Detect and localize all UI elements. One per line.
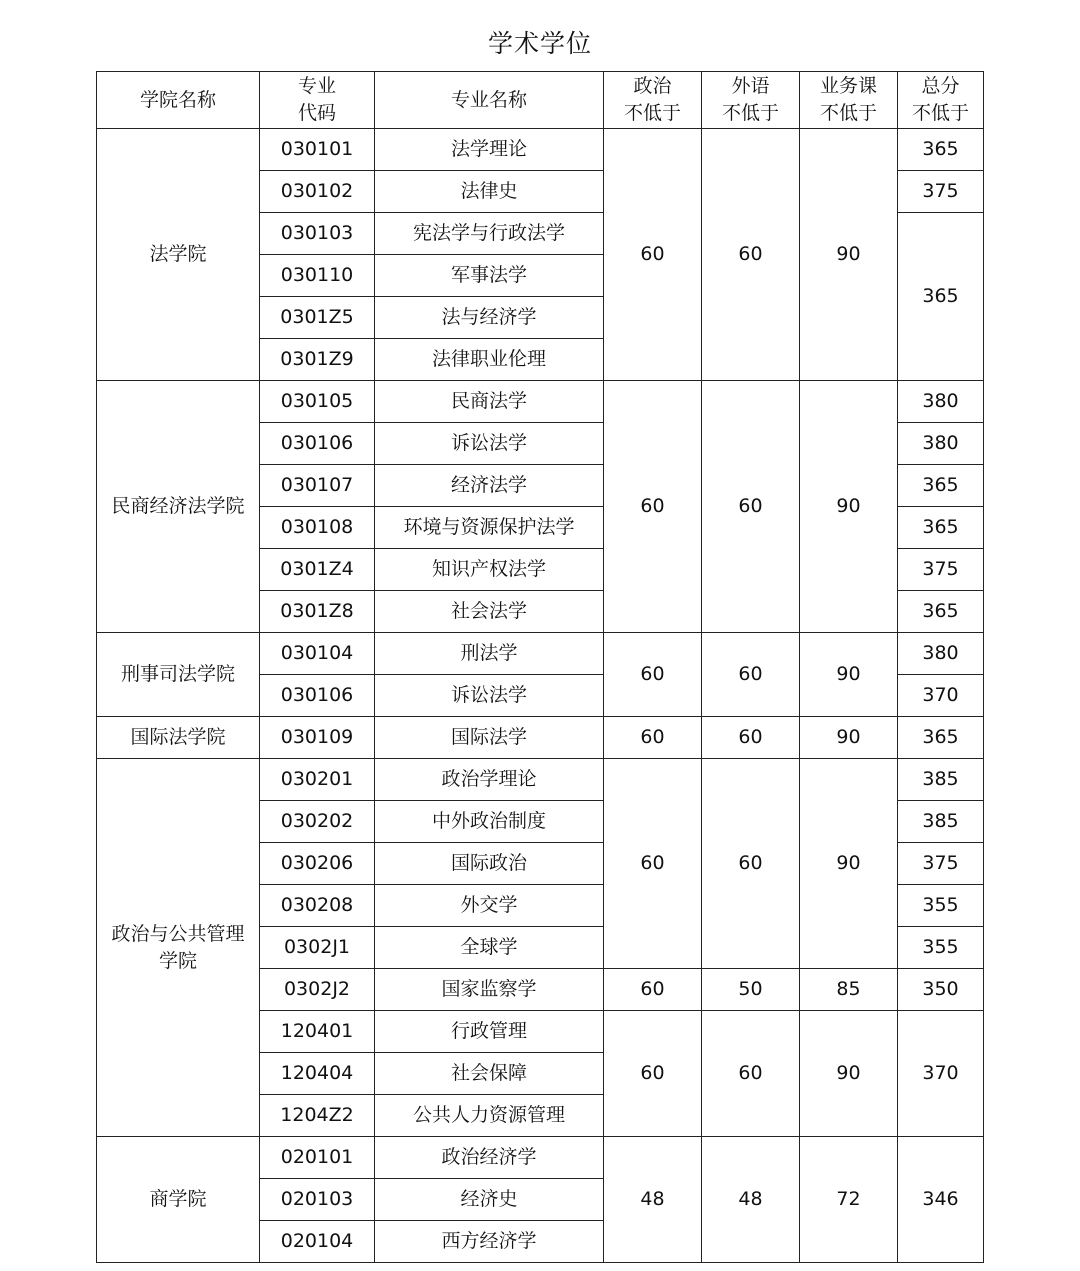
major-cell: 经济史: [375, 1179, 604, 1221]
politics-cell: 60: [604, 969, 702, 1011]
total-cell: 365: [898, 717, 984, 759]
major-cell: 政治学理论: [375, 759, 604, 801]
code-cell: 030103: [260, 213, 375, 255]
major-cell: 国家监察学: [375, 969, 604, 1011]
header-total: 总分 不低于: [898, 72, 984, 129]
politics-cell: 60: [604, 717, 702, 759]
major-cell: 国际政治: [375, 843, 604, 885]
total-cell: 365: [898, 465, 984, 507]
college-cell: 商学院: [97, 1137, 260, 1263]
major-cell: 政治经济学: [375, 1137, 604, 1179]
total-cell: 380: [898, 423, 984, 465]
total-cell: 365: [898, 507, 984, 549]
business-cell: 90: [800, 381, 898, 633]
total-cell: 370: [898, 675, 984, 717]
politics-cell: 60: [604, 129, 702, 381]
foreign-cell: 60: [702, 1011, 800, 1137]
major-cell: 全球学: [375, 927, 604, 969]
code-cell: 030107: [260, 465, 375, 507]
code-cell: 0301Z9: [260, 339, 375, 381]
total-cell: 375: [898, 549, 984, 591]
code-cell: 030201: [260, 759, 375, 801]
business-cell: 90: [800, 759, 898, 969]
major-cell: 外交学: [375, 885, 604, 927]
foreign-cell: 48: [702, 1137, 800, 1263]
total-cell: 365: [898, 213, 984, 381]
code-cell: 0301Z8: [260, 591, 375, 633]
code-cell: 020101: [260, 1137, 375, 1179]
total-cell: 365: [898, 129, 984, 171]
total-cell: 385: [898, 759, 984, 801]
major-cell: 军事法学: [375, 255, 604, 297]
code-cell: 0302J2: [260, 969, 375, 1011]
code-cell: 030206: [260, 843, 375, 885]
politics-cell: 60: [604, 759, 702, 969]
major-cell: 诉讼法学: [375, 675, 604, 717]
header-college: 学院名称: [97, 72, 260, 129]
code-cell: 0301Z5: [260, 297, 375, 339]
code-cell: 030102: [260, 171, 375, 213]
header-business: 业务课 不低于: [800, 72, 898, 129]
business-cell: 72: [800, 1137, 898, 1263]
code-cell: 030208: [260, 885, 375, 927]
total-cell: 346: [898, 1137, 984, 1263]
table-row: [97, 1137, 984, 1179]
total-cell: 375: [898, 843, 984, 885]
major-cell: 诉讼法学: [375, 423, 604, 465]
page-title: 学术学位: [487, 29, 592, 58]
major-cell: 环境与资源保护法学: [375, 507, 604, 549]
header-code: 专业 代码: [260, 72, 375, 129]
major-cell: 社会保障: [375, 1053, 604, 1095]
major-cell: 知识产权法学: [375, 549, 604, 591]
politics-cell: 60: [604, 381, 702, 633]
code-cell: 030101: [260, 129, 375, 171]
major-cell: 经济法学: [375, 465, 604, 507]
code-cell: 0301Z4: [260, 549, 375, 591]
header-row: [97, 72, 984, 129]
total-cell: 370: [898, 1011, 984, 1137]
politics-cell: 48: [604, 1137, 702, 1263]
code-cell: 0302J1: [260, 927, 375, 969]
foreign-cell: 60: [702, 759, 800, 969]
business-cell: 90: [800, 633, 898, 717]
foreign-cell: 50: [702, 969, 800, 1011]
college-cell: 法学院: [97, 129, 260, 381]
total-cell: 355: [898, 885, 984, 927]
code-cell: 120404: [260, 1053, 375, 1095]
major-cell: 法学理论: [375, 129, 604, 171]
major-cell: 宪法学与行政法学: [375, 213, 604, 255]
code-cell: 030110: [260, 255, 375, 297]
total-cell: 350: [898, 969, 984, 1011]
code-cell: 030105: [260, 381, 375, 423]
major-cell: 法律职业伦理: [375, 339, 604, 381]
code-cell: 020104: [260, 1221, 375, 1263]
total-cell: 365: [898, 591, 984, 633]
code-cell: 020103: [260, 1179, 375, 1221]
major-cell: 行政管理: [375, 1011, 604, 1053]
foreign-cell: 60: [702, 717, 800, 759]
major-cell: 西方经济学: [375, 1221, 604, 1263]
major-cell: 法律史: [375, 171, 604, 213]
business-cell: 85: [800, 969, 898, 1011]
table-row: [97, 759, 984, 801]
business-cell: 90: [800, 717, 898, 759]
header-foreign: 外语 不低于: [702, 72, 800, 129]
college-cell: 国际法学院: [97, 717, 260, 759]
politics-cell: 60: [604, 633, 702, 717]
total-cell: 355: [898, 927, 984, 969]
major-cell: 公共人力资源管理: [375, 1095, 604, 1137]
total-cell: 380: [898, 633, 984, 675]
header-politics: 政治 不低于: [604, 72, 702, 129]
major-cell: 法与经济学: [375, 297, 604, 339]
code-cell: 030108: [260, 507, 375, 549]
table-row: [97, 717, 984, 759]
table-row: [97, 129, 984, 171]
major-cell: 中外政治制度: [375, 801, 604, 843]
politics-cell: 60: [604, 1011, 702, 1137]
total-cell: 380: [898, 381, 984, 423]
code-cell: 030104: [260, 633, 375, 675]
code-cell: 030106: [260, 423, 375, 465]
table-row: [97, 633, 984, 675]
foreign-cell: 60: [702, 129, 800, 381]
code-cell: 030202: [260, 801, 375, 843]
foreign-cell: 60: [702, 633, 800, 717]
code-cell: 1204Z2: [260, 1095, 375, 1137]
code-cell: 030106: [260, 675, 375, 717]
college-cell: 政治与公共管理学院: [97, 759, 260, 1137]
major-cell: 刑法学: [375, 633, 604, 675]
total-cell: 385: [898, 801, 984, 843]
major-cell: 民商法学: [375, 381, 604, 423]
business-cell: 90: [800, 1011, 898, 1137]
score-table: [96, 71, 984, 1263]
college-cell: 民商经济法学院: [97, 381, 260, 633]
foreign-cell: 60: [702, 381, 800, 633]
business-cell: 90: [800, 129, 898, 381]
major-cell: 国际法学: [375, 717, 604, 759]
table-row: [97, 381, 984, 423]
major-cell: 社会法学: [375, 591, 604, 633]
code-cell: 120401: [260, 1011, 375, 1053]
college-cell: 刑事司法学院: [97, 633, 260, 717]
header-major: 专业名称: [375, 72, 604, 129]
total-cell: 375: [898, 171, 984, 213]
code-cell: 030109: [260, 717, 375, 759]
